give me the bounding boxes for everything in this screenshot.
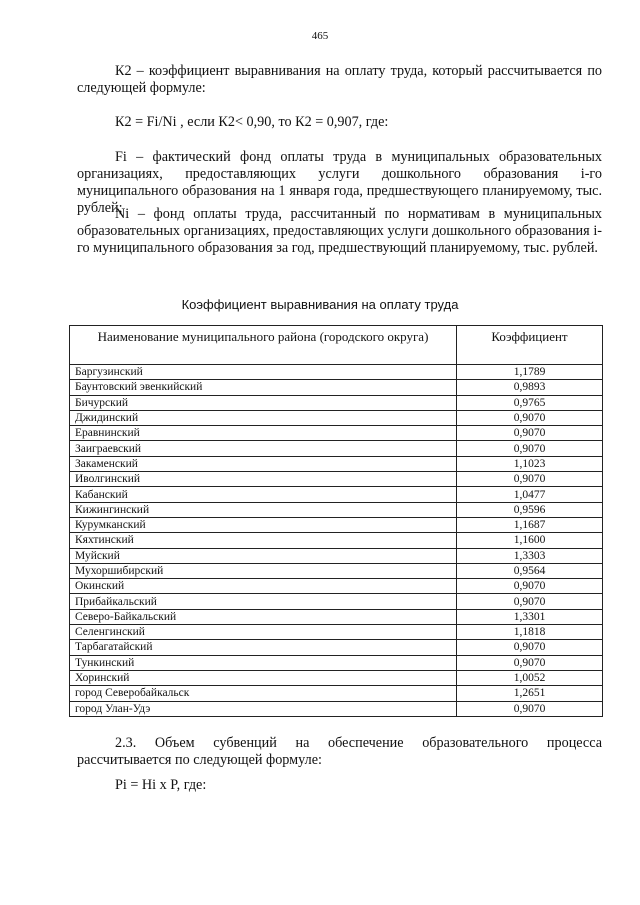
coefficient-cell: 1,1687: [457, 517, 603, 532]
pi-formula: Pi = Hi х P, где:: [115, 777, 207, 793]
coefficient-table: [69, 325, 603, 717]
table-row: [70, 563, 603, 578]
coefficient-cell: 0,9070: [457, 594, 603, 609]
district-name-cell: Прибайкальский: [70, 594, 457, 609]
district-name-cell: Баргузинский: [70, 365, 457, 380]
district-name-cell: Еравнинский: [70, 426, 457, 441]
coefficient-cell: 0,9070: [457, 426, 603, 441]
coefficient-cell: 0,9564: [457, 563, 603, 578]
coefficient-cell: 0,9070: [457, 640, 603, 655]
coefficient-cell: 0,9893: [457, 380, 603, 395]
coefficient-cell: 1,2651: [457, 686, 603, 701]
district-name-cell: Джидинский: [70, 410, 457, 425]
coefficient-cell: 0,9070: [457, 410, 603, 425]
k2-formula: К2 = Fi/Ni , если К2< 0,90, то К2 = 0,907, где:: [115, 114, 389, 130]
table-row: [70, 686, 603, 701]
table-row: [70, 655, 603, 670]
district-name-cell: Кяхтинский: [70, 533, 457, 548]
coefficient-cell: 1,1789: [457, 365, 603, 380]
table-body: [70, 365, 603, 717]
table-row: [70, 472, 603, 487]
district-name-cell: Северо-Байкальский: [70, 609, 457, 624]
district-name-cell: Селенгинский: [70, 625, 457, 640]
district-name-cell: Кижингинский: [70, 502, 457, 517]
coefficient-cell: 1,0477: [457, 487, 603, 502]
district-name-cell: Тункинский: [70, 655, 457, 670]
coefficient-cell: 1,3301: [457, 609, 603, 624]
table-row: [70, 517, 603, 532]
table-row: [70, 502, 603, 517]
table-row: [70, 533, 603, 548]
district-name-cell: Хоринский: [70, 670, 457, 685]
district-name-cell: Тарбагатайский: [70, 640, 457, 655]
k2-definition-paragraph: К2 – коэффициент выравнивания на оплату труда, который рассчитывается по следующей формуле:: [77, 63, 602, 96]
district-name-cell: Муйский: [70, 548, 457, 563]
table-row: [70, 487, 603, 502]
table-row: [70, 426, 603, 441]
table-row: [70, 456, 603, 471]
header-district-name: Наименование муниципального района (городского округа): [70, 326, 457, 365]
page-number: 465: [311, 30, 329, 42]
district-name-cell: Окинский: [70, 579, 457, 594]
table-row: [70, 670, 603, 685]
fi-definition-paragraph: Fi – фактический фонд оплаты труда в муниципальных образовательных организациях, предоставляющих услуги дошкольного образования i-го муниципального образования на 1 января года, предшествующего планируемому, тыс. рублей;: [77, 149, 602, 216]
subvention-intro-paragraph: 2.3. Объем субвенций на обеспечение образовательного процесса рассчитывается по следующей формуле:: [77, 735, 602, 768]
district-name-cell: Иволгинский: [70, 472, 457, 487]
district-name-cell: Кабанский: [70, 487, 457, 502]
table-row: [70, 701, 603, 716]
coefficient-cell: 1,1818: [457, 625, 603, 640]
district-name-cell: город Улан-Удэ: [70, 701, 457, 716]
district-name-cell: Курумканский: [70, 517, 457, 532]
coefficient-cell: 0,9070: [457, 472, 603, 487]
coefficient-cell: 1,1023: [457, 456, 603, 471]
district-name-cell: Баунтовский эвенкийский: [70, 380, 457, 395]
ni-definition-paragraph: Ni – фонд оплаты труда, рассчитанный по нормативам в муниципальных образовательных организациях, предоставляющих услуги дошкольного образования i-го муниципального образования за год, предшествующий планируемому, тыс. рублей.: [77, 206, 602, 256]
table-row: [70, 441, 603, 456]
district-name-cell: Заиграевский: [70, 441, 457, 456]
coefficient-cell: 1,3303: [457, 548, 603, 563]
coefficient-cell: 0,9070: [457, 441, 603, 456]
district-name-cell: Мухоршибирский: [70, 563, 457, 578]
coefficient-cell: 0,9070: [457, 701, 603, 716]
table-row: [70, 548, 603, 563]
district-name-cell: Бичурский: [70, 395, 457, 410]
table-header-row: [70, 326, 603, 365]
coefficient-cell: 0,9765: [457, 395, 603, 410]
coefficient-cell: 0,9070: [457, 655, 603, 670]
table-row: [70, 625, 603, 640]
coefficient-cell: 1,0052: [457, 670, 603, 685]
coefficient-cell: 0,9070: [457, 579, 603, 594]
table-row: [70, 365, 603, 380]
table-title: Коэффициент выравнивания на оплату труда: [181, 297, 459, 312]
table-row: [70, 594, 603, 609]
district-name-cell: город Северобайкальск: [70, 686, 457, 701]
table-row: [70, 395, 603, 410]
table-row: [70, 579, 603, 594]
table-row: [70, 640, 603, 655]
table-row: [70, 609, 603, 624]
table-row: [70, 380, 603, 395]
coefficient-cell: 0,9596: [457, 502, 603, 517]
header-coefficient: Коэффициент: [457, 326, 603, 365]
table-row: [70, 410, 603, 425]
district-name-cell: Закаменский: [70, 456, 457, 471]
coefficient-cell: 1,1600: [457, 533, 603, 548]
